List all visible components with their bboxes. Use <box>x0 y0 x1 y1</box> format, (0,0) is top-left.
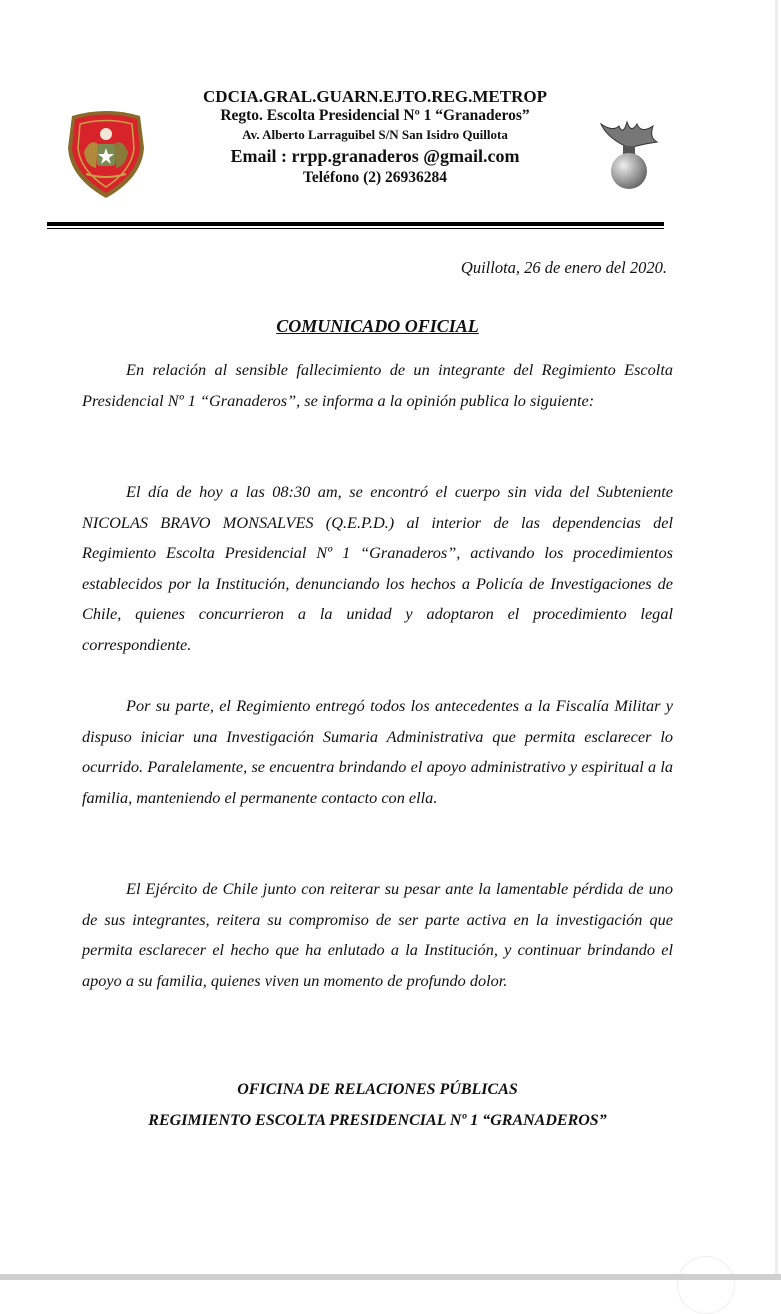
document-date: Quillota, 26 de enero del 2020. <box>460 258 667 277</box>
army-shield-logo <box>66 108 146 200</box>
document-title: COMUNICADO OFICIAL <box>276 316 479 336</box>
signature-office: OFICINA DE RELACIONES PÚBLICAS <box>237 1081 518 1098</box>
paragraph-3: Por su parte, el Regimiento entregó todos los antecedentes a la Fiscalía Militar y dispuso iniciar una Investigación Sumaria Administrativa que permita esclarecer lo ocurrido. Paralelamente, se encuentra brindando el apoyo administrativo y espiritual a la familia, manteniendo el permanente contacto con ella. <box>82 696 673 807</box>
header-command: CDCIA.GRAL.GUARN.EJTO.REG.METROP <box>203 87 547 106</box>
header-phone: Teléfono (2) 26936284 <box>302 169 448 186</box>
bottom-shadow <box>0 1274 781 1280</box>
header-email: Email : rrpp.granaderos @gmail.com <box>230 146 520 166</box>
header-regiment: Regto. Escolta Presidencial Nº 1 “Granaderos” <box>220 107 530 124</box>
paragraph-1: En relación al sensible fallecimiento de un integrante del Regimiento Escolta Presidencial Nº 1 “Granaderos”, se informa a la opinión publica lo siguiente: <box>82 360 673 410</box>
floating-button[interactable] <box>677 1256 735 1314</box>
header-divider-thin <box>47 228 664 229</box>
signature-regiment: REGIMIENTO ESCOLTA PRESIDENCIAL Nº 1 “GRANADEROS” <box>148 1112 607 1129</box>
paragraph-2: El día de hoy a las 08:30 am, se encontró el cuerpo sin vida del Subteniente NICOLAS BRAVO MONSALVES (Q.E.P.D.) al interior de las dependencias del Regimiento Escolta Presidencial Nº 1 “Granaderos”, activando los procedimientos establecidos por la Institución, denunciando los hechos a Policía de Investigaciones de Chile, quienes concurrieron a la unidad y adoptaron el procedimiento legal correspondiente. <box>82 482 673 654</box>
header-divider <box>47 222 664 226</box>
header-address: Av. Alberto Larraguibel S/N San Isidro Quillota <box>242 127 508 142</box>
paragraph-4: El Ejército de Chile junto con reiterar su pesar ante la lamentable pérdida de uno de sus integrantes, reitera su compromiso de ser parte activa en la investigación que permita esclarecer el hecho que ha enlutado a la Institución, y continuar brindando el apoyo a su familia, quienes viven un momento de profundo dolor. <box>82 879 673 990</box>
